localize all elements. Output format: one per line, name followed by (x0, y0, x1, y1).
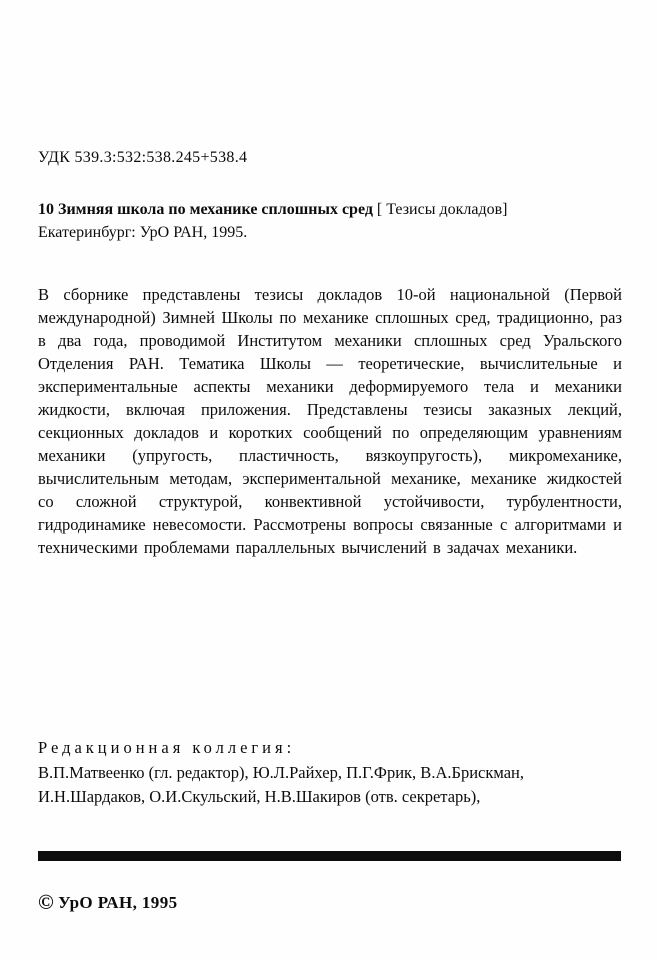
udc-line: УДК 539.3:532:538.245+538.4 (38, 149, 248, 166)
abstract-paragraph: В сборнике представлены тезисы докладов 10-ой национальной (Первой международной) Зимней Школы по механике сплошных сред, традиционно, раз в два года, проводимой Институтом механики сплошных сред Уральского Отделения РАН. Тематика Школы — теоретические, вычислительные и экспериментальные аспекты механики деформируемого тела и механики жидкости, включая приложения. Представлены тезисы заказных лекций, секционных докладов и коротких сообщений по определяющим уравнениям механики (упругость, пластичность, вязкоупругость), микромеханике, вычислительным методам, экспериментальной механике, механике жидкостей со сложной структурой, конвективной устойчивости, турбулентности, гидродинамике невесомости. Рассмотрены вопросы связанные с алгоритмами и техническими проблемами параллельных вычислений в задачах механики. (38, 285, 622, 557)
title-subtitle: [ Тезисы докладов] (372, 201, 508, 218)
copyright-text: УрО РАН, 1995 (58, 893, 178, 912)
publisher-line: Екатеринбург: УрО РАН, 1995. (38, 224, 248, 241)
editorial-board-label: Редакционная коллегия: (38, 738, 296, 757)
copyright-icon: © (38, 890, 55, 914)
book-title: 10 Зимняя школа по механике сплошных сред (38, 201, 373, 218)
title-block (38, 198, 622, 244)
editorial-block (38, 736, 622, 809)
editorial-line: И.Н.Шардаков, О.И.Скульский, Н.В.Шакиров (отв. секретарь), (38, 787, 481, 806)
divider-bar (38, 851, 621, 861)
title-line (38, 198, 622, 221)
editorial-line: В.П.Матвеенко (гл. редактор), Ю.Л.Райхер, П.Г.Фрик, В.А.Брискман, (38, 763, 524, 782)
copyright-line (38, 890, 178, 915)
